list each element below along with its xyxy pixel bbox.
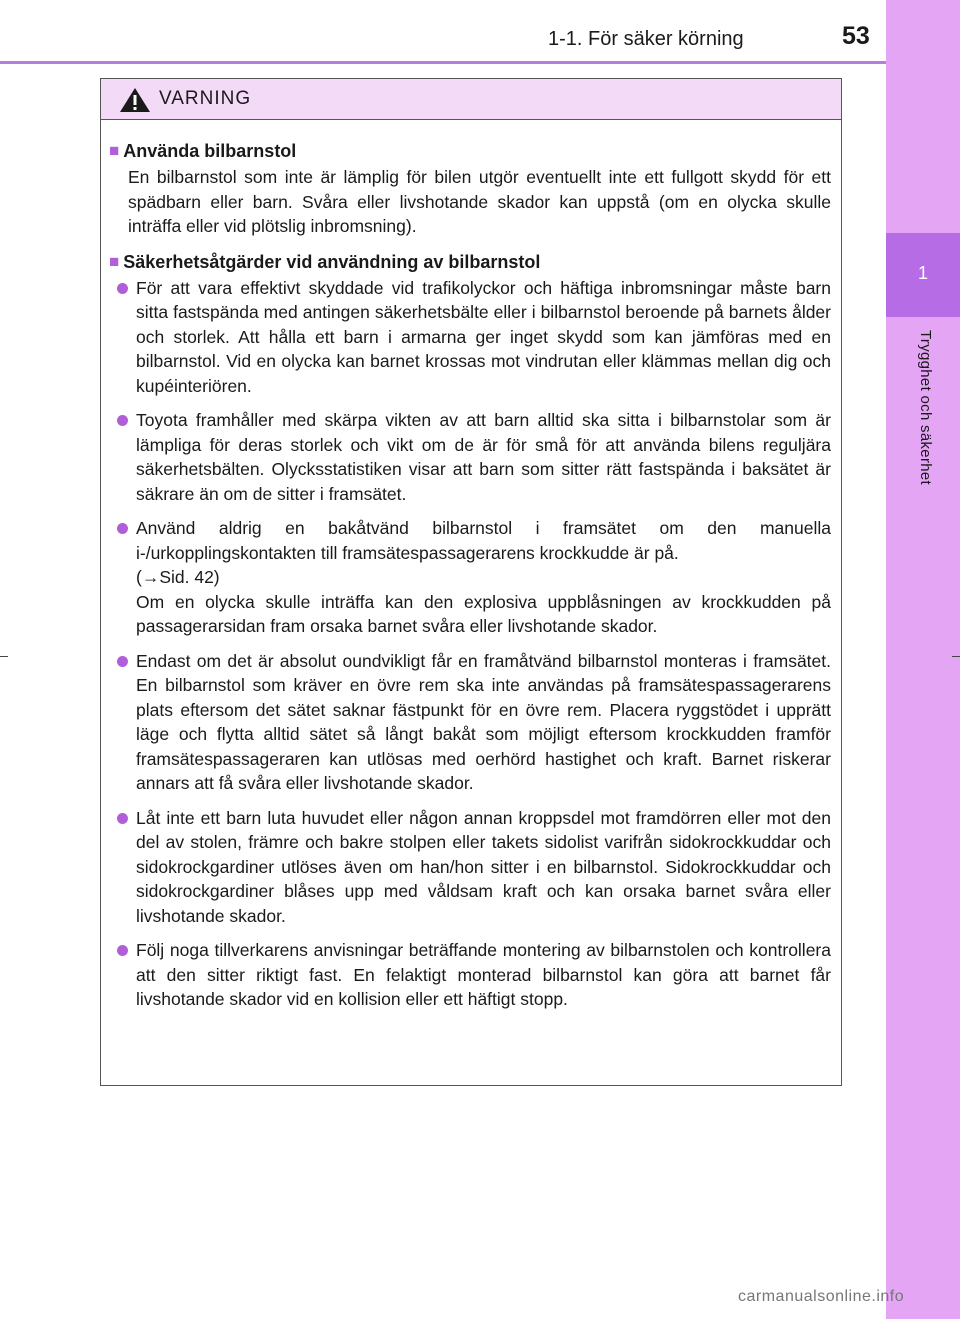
circle-bullet-icon [117, 813, 128, 824]
chapter-label: Trygghet och säkerhet [917, 330, 934, 485]
square-bullet-icon: ■ [109, 141, 120, 160]
list-item [117, 516, 831, 639]
circle-bullet-icon [117, 945, 128, 956]
circle-bullet-icon [117, 415, 128, 426]
circle-bullet-icon [117, 656, 128, 667]
warning-header [101, 79, 841, 120]
warning-title: VARNING [159, 88, 252, 109]
section-paragraph: En bilbarnstol som inte är lämplig för bilen utgör eventuellt inte ett fullgott skydd för ett spädbarn eller barn. Svåra eller livshotande skador kan uppstå (om en olycka skulle inträffa eller vid plötslig inbromsning). [128, 167, 831, 236]
bullet-text: Använd aldrig en bakåtvänd bilbarnstol i framsätet om den manuella i-/urkopplingskontakten till framsätespassagerarens krockkudde är på. [136, 518, 831, 563]
circle-bullet-icon [117, 523, 128, 534]
warning-triangle-icon [119, 87, 151, 113]
list-item: Följ noga tillverkarens anvisningar beträffande montering av bilbarnstolen och kontrollera att den sitter riktigt fast. En felaktigt monterad bilbarnstol kan göra att barnet får livshotande skador vid en kollision eller ett häftigt stopp. [117, 938, 831, 1012]
arrow-right-icon: → [141, 567, 160, 587]
warning-content [101, 120, 841, 1012]
chapter-number-tab: 1 [886, 233, 960, 317]
list-item: Toyota framhåller med skärpa vikten av att barn alltid ska sitta i bilbarnstolar som är lämpliga för deras storlek och vikt om de är för små för att använda bilens reguljära säkerhetsbälten. Olycksstatistiken visar att barn som sitter rätt fastspända i baksätet är säkrare än om de sitter i framsätet. [117, 408, 831, 506]
circle-bullet-icon [117, 283, 128, 294]
page-reference[interactable]: (→Sid. 42) [136, 565, 831, 590]
bullet-text: Om en olycka skulle inträffa kan den explosiva uppblåsningen av krockkudden på passagerarsidan fram orsaka barnet svåra eller livshotande skador. [136, 591, 831, 636]
list-item: Låt inte ett barn luta huvudet eller någon annan kroppsdel mot framdörren eller mot den del av stolen, främre och bakre stolpen eller takets sidolist varifrån sidokrockkuddar och sidokrockgardiner utlöses även om han/hon sitter i en bilbarnstol. Sidokrockkuddar och sidokrockgardiner blåses upp med våldsam kraft och kan orsaka barnet svåra eller livshotande skador. [117, 806, 831, 929]
section-heading: ■ Säkerhetsåtgärder vid användning av bilbarnstol [109, 249, 831, 275]
list-item: För att vara effektivt skyddade vid trafikolyckor och häftiga inbromsningar måste barn sitta fastspända med antingen säkerhetsbälte eller i bilbarnstol beroende på barnets ålder och storlek. Att hålla ett barn i armarna ger inget skydd som kan jämföras med en bilbarnstol. Vid en olycka kan barnet krossas mot vindrutan eller klämmas mellan dig och kupéinteriören. [117, 276, 831, 399]
page-number: 53 [842, 22, 870, 50]
warning-box [100, 78, 842, 1086]
header-rule [0, 61, 886, 64]
list-item: Endast om det är absolut oundvikligt får en framåtvänd bilbarnstol monteras i framsätet. En bilbarnstol som kräver en övre rem ska inte användas på framsätespassagerarens plats eftersom det sätet saknar fästpunkt för en övre rem. Placera ryggstödet i upprätt läge och flytta alltid sätet så långt bakåt som möjligt eftersom krockkudden framför framsätespassageraren kan utlösas med oerhörd hastighet och kraft. Barnet riskerar annars att få svåra eller livshotande skador. [117, 649, 831, 796]
square-bullet-icon: ■ [109, 251, 120, 271]
margin-tick [0, 656, 8, 657]
chapter-side-tab [886, 0, 960, 1319]
running-header: 1-1. För säker körning [548, 28, 744, 50]
margin-tick [952, 656, 960, 657]
watermark: carmanualsonline.info [738, 1288, 905, 1305]
section-heading: ■ Använda bilbarnstol [109, 138, 831, 164]
